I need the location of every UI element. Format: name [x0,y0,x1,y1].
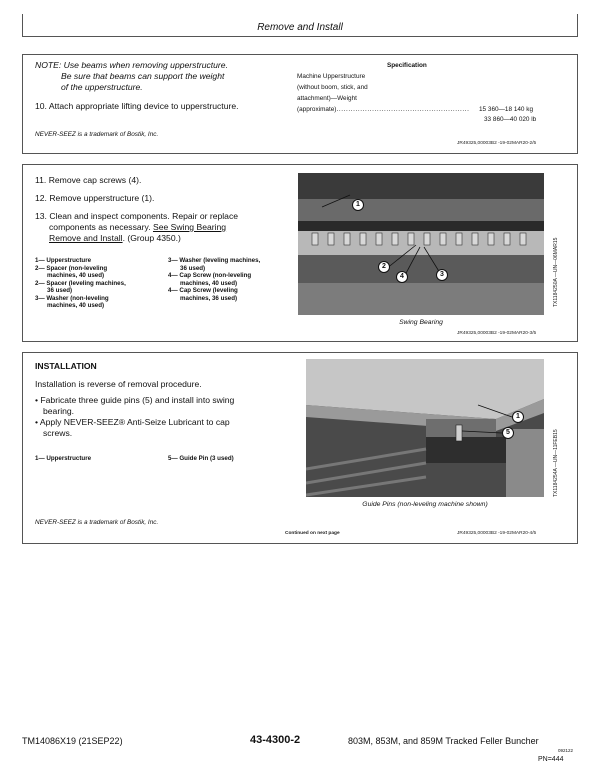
bullet-2-line-2: screws. [43,428,73,438]
footer-title: 803M, 853M, and 859M Tracked Feller Buncher [348,736,539,746]
legend-item: machines, 40 used) [47,272,105,279]
spec-line-4-text: (approximate) [297,106,337,113]
legend-item: 1— Upperstructure [35,455,92,462]
note-line-1: NOTE: Use beams when removing upperstructure. [35,60,228,70]
callout-1: 1 [352,199,364,211]
figure-caption: Swing Bearing [399,319,443,326]
bullet-1-line-2: bearing. [43,406,75,416]
step-13-text: components as necessary. [49,222,151,232]
legend-item: machines, 40 used) [180,279,238,287]
image-reference: TX1184254A —UN—11FEB15 [553,429,559,497]
continued-note: Continued on next page [285,531,340,536]
footer-small-code: 092122 [558,748,574,753]
bullet-1-line-1: • Fabricate three guide pins (5) and install into swing [35,395,235,405]
step-13-line-3 [49,233,181,244]
step-12: 12. Remove upperstructure (1). [35,193,155,203]
legend-right [168,257,260,302]
image-reference: TX1184250A —UN—06MAR15 [553,237,559,307]
legend-item: 36 used) [180,264,206,272]
swing-bearing-photo [298,173,544,315]
callout-3: 3 [436,269,448,281]
spec-line-3: attachment)—Weight [297,95,357,102]
legend-item: 4— Cap Screw (non-leveling [168,272,252,279]
spec-line-1: Machine Upperstructure [297,73,366,80]
guide-pins-photo [306,359,544,497]
reference-code: JR49325,00003B2 -19-02MAR20-4/5 [457,531,537,536]
step-10: 10. Attach appropriate lifting device to upperstructure. [35,101,239,111]
note-line-3: of the upperstructure. [61,82,143,92]
legend-item: 1— Upperstructure [35,257,92,264]
spec-value-kg: 15 360—18 140 kg [479,106,534,113]
footer-page-number: 43-4300-2 [250,734,301,746]
installation-heading: INSTALLATION [35,361,97,371]
section-removal [22,164,578,342]
spec-value-lb: 33 860—40 020 lb [484,116,537,123]
step-11: 11. Remove cap screws (4). [35,175,142,185]
spec-line-4: (approximate)........................................................ [297,106,470,113]
reference-code: JR49325,00003B2 -19-02MAR20-2/5 [457,141,537,146]
header-rule [22,36,578,37]
installation-intro: Installation is reverse of removal procedure. [35,379,202,389]
legend-item: 4— Cap Screw (leveling [168,287,238,294]
swing-bearing-link[interactable]: See Swing Bearing [152,222,227,232]
step-13-tail: . (Group 4350.) [122,233,181,243]
footer-doc-id: TM14086X19 (21SEP22) [22,736,123,746]
remove-install-link[interactable]: Remove and Install [49,233,123,243]
figure-caption: Guide Pins (non-leveling machine shown) [362,501,488,508]
note-line-2: Be sure that beams can support the weight [61,71,225,81]
spec-title: Specification [387,62,427,69]
step-13-line-1: 13. Clean and inspect components. Repair or replace [35,211,239,221]
callout-4: 4 [396,271,408,283]
legend-item: machines, 36 used) [180,294,238,302]
footer-pn: PN=444 [538,756,564,763]
spec-line-2: (without boom, stick, and [297,84,368,91]
legend-item: 5— Guide Pin (3 used) [168,455,234,462]
step-13-line-2 [49,222,226,233]
page-header-title: Remove and Install [257,22,343,33]
callout-5: 5 [502,427,514,439]
section-lifting [22,54,578,154]
legend-item: 2— Spacer (non-leveling [35,264,108,272]
bullet-2-line-1: • Apply NEVER-SEEZ® Anti-Seize Lubricant to cap [35,417,230,427]
legend-item: 2— Spacer (leveling machines, [35,279,126,287]
trademark-note: NEVER-SEEZ is a trademark of Bostik, Inc. [35,131,159,138]
legend-item: 3— Washer (leveling machines, [168,257,261,264]
reference-code: JR49325,00003B2 -19-02MAR20-3/5 [457,331,537,336]
legend-left [35,257,126,310]
legend-item: 3— Washer (non-leveling [35,294,109,302]
section-installation [22,352,578,544]
callout-2: 2 [378,261,390,273]
trademark-note: NEVER-SEEZ is a trademark of Bostik, Inc. [35,519,159,526]
legend-item: 36 used) [47,287,73,294]
callout-1: 1 [512,411,524,423]
swing-bearing-illustration [298,173,544,315]
legend-item: machines, 40 used) [47,302,105,309]
